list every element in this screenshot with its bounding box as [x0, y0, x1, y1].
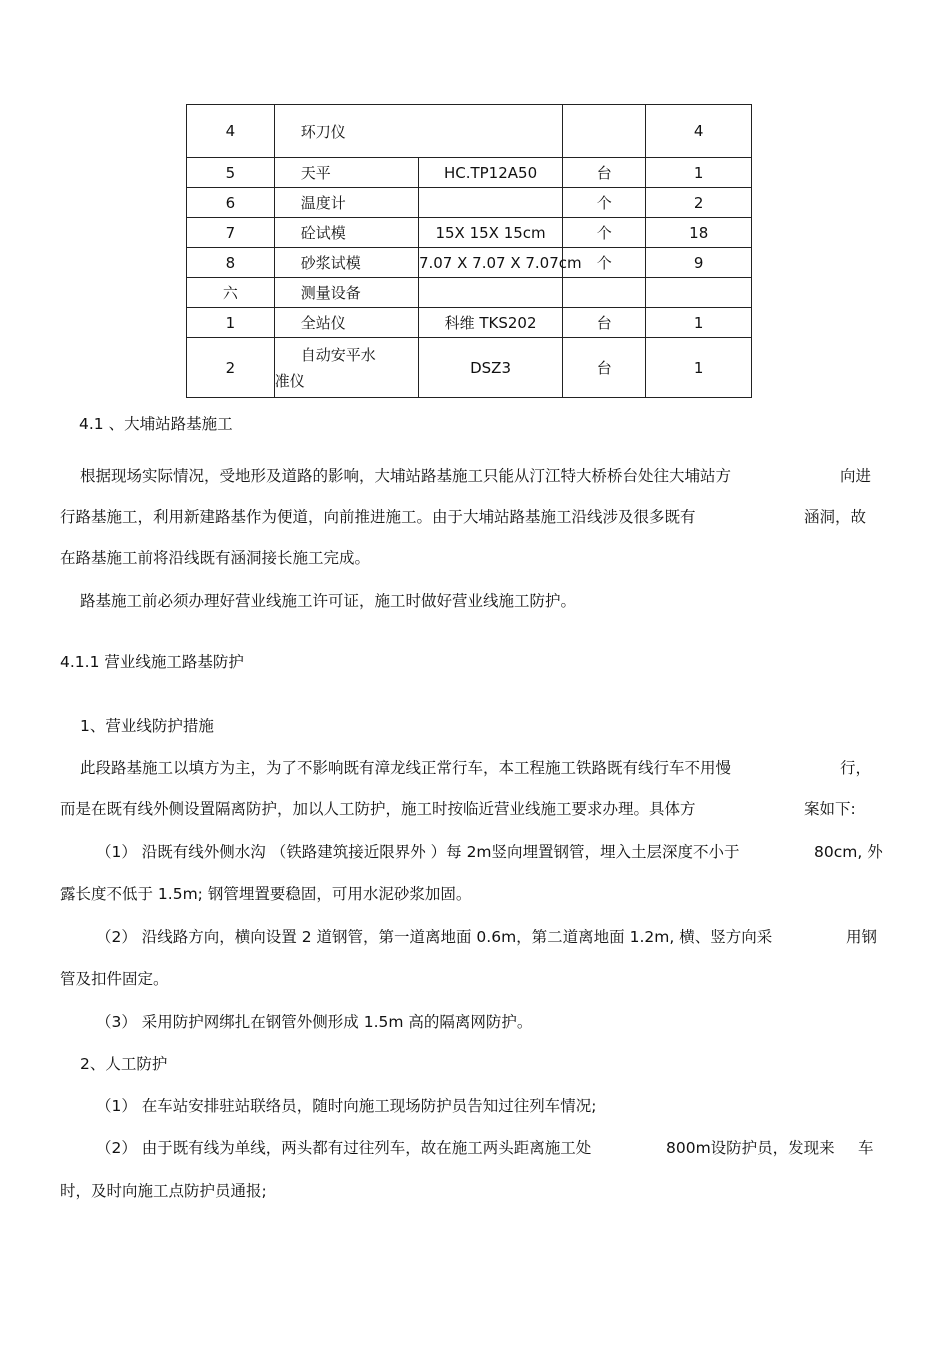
subheading: 2、人工防护 — [80, 1055, 168, 1073]
paragraph-line: 行路基施工，利用新建路基作为便道，向前推进施工。由于大埔站路基施工沿线涉及很多既有 — [60, 508, 696, 526]
row-no: 1 — [187, 308, 275, 338]
list-item: 时，及时向施工点防护员通报; — [60, 1182, 267, 1200]
row-qty: 1 — [646, 308, 752, 338]
table-row — [187, 105, 752, 158]
subsection-heading: 4.1.1 营业线施工路基防护 — [60, 653, 244, 671]
list-item: 800m设防护员，发现来 — [666, 1139, 835, 1157]
row-spec: HC.TP12A50 — [418, 158, 562, 188]
row-name: 自动安平水准仪 — [274, 338, 418, 398]
row-unit: 个 — [563, 218, 646, 248]
paragraph-line: 根据现场实际情况，受地形及道路的影响，大埔站路基施工只能从汀江特大桥桥台处往大埔站方 — [80, 467, 732, 485]
paragraph-line: 此段路基施工以填方为主，为了不影响既有漳龙线正常行车，本工程施工铁路既有线行车不用慢 — [80, 759, 732, 777]
row-unit: 个 — [563, 248, 646, 278]
paragraph-line: 在路基施工前将沿线既有涵洞接长施工完成。 — [60, 549, 371, 567]
paragraph-line: 行， — [840, 759, 872, 777]
row-name: 砼试模 — [274, 218, 418, 248]
row-name: 环刀仪 — [274, 105, 562, 158]
row-no: 六 — [187, 278, 275, 308]
row-no: 5 — [187, 158, 275, 188]
list-item: 80cm, 外 — [814, 843, 883, 861]
row-unit: 台 — [563, 308, 646, 338]
table-row — [187, 218, 752, 248]
row-name: 全站仪 — [274, 308, 418, 338]
list-item: （2） 由于既有线为单线，两头都有过往列车，故在施工两头距离施工处 — [96, 1139, 592, 1157]
section-heading: 4.1 、大埔站路基施工 — [79, 415, 233, 433]
row-unit — [563, 278, 646, 308]
row-unit — [563, 105, 646, 158]
row-unit: 台 — [563, 338, 646, 398]
paragraph-line: 涵洞，故 — [804, 508, 867, 526]
table-row — [187, 158, 752, 188]
paragraph-line: 案如下: — [804, 800, 856, 818]
row-no: 8 — [187, 248, 275, 278]
row-spec: 科维 TKS202 — [418, 308, 562, 338]
row-qty: 1 — [646, 158, 752, 188]
row-no: 7 — [187, 218, 275, 248]
list-item: 管及扣件固定。 — [60, 970, 169, 988]
paragraph-line: 向进 — [840, 467, 872, 485]
row-spec — [418, 278, 562, 308]
list-item: 露长度不低于 1.5m; 钢管埋置要稳固，可用水泥砂浆加固。 — [60, 885, 472, 903]
subheading: 1、营业线防护措施 — [80, 717, 214, 735]
row-no: 6 — [187, 188, 275, 218]
row-qty: 18 — [646, 218, 752, 248]
table-row — [187, 248, 752, 278]
table-row — [187, 188, 752, 218]
equipment-table — [186, 104, 752, 398]
paragraph-line: 而是在既有线外侧设置隔离防护，加以人工防护，施工时按临近营业线施工要求办理。具体方 — [60, 800, 696, 818]
row-name: 砂浆试模 — [274, 248, 418, 278]
list-item: 车 — [858, 1139, 874, 1157]
row-spec: DSZ3 — [418, 338, 562, 398]
row-qty: 4 — [646, 105, 752, 158]
row-qty: 9 — [646, 248, 752, 278]
row-no: 4 — [187, 105, 275, 158]
list-item: （2） 沿线路方向，横向设置 2 道钢管，第一道离地面 0.6m，第二道离地面 1.2m, 横、竖方向采 — [96, 928, 773, 946]
paragraph-line: 路基施工前必须办理好营业线施工许可证，施工时做好营业线施工防护。 — [80, 592, 577, 610]
row-spec: 15X 15X 15cm — [418, 218, 562, 248]
row-no: 2 — [187, 338, 275, 398]
table-row — [187, 308, 752, 338]
row-qty: 2 — [646, 188, 752, 218]
row-spec: 7.07 X 7.07 X 7.07cm — [418, 248, 562, 278]
row-qty — [646, 278, 752, 308]
row-name: 天平 — [274, 158, 418, 188]
row-unit: 个 — [563, 188, 646, 218]
row-name: 测量设备 — [274, 278, 418, 308]
list-item: （1） 沿既有线外侧水沟 （铁路建筑接近限界外 ）每 2m竖向埋置钢管，埋入土层深度不小于 — [96, 843, 740, 861]
table-row — [187, 278, 752, 308]
row-spec — [418, 188, 562, 218]
row-name: 温度计 — [274, 188, 418, 218]
list-item: （1） 在车站安排驻站联络员，随时向施工现场防护员告知过往列车情况; — [96, 1097, 597, 1115]
table-row — [187, 338, 752, 398]
row-qty: 1 — [646, 338, 752, 398]
list-item: 用钢 — [846, 928, 878, 946]
row-unit: 台 — [563, 158, 646, 188]
list-item: （3） 采用防护网绑扎在钢管外侧形成 1.5m 高的隔离网防护。 — [96, 1013, 533, 1031]
